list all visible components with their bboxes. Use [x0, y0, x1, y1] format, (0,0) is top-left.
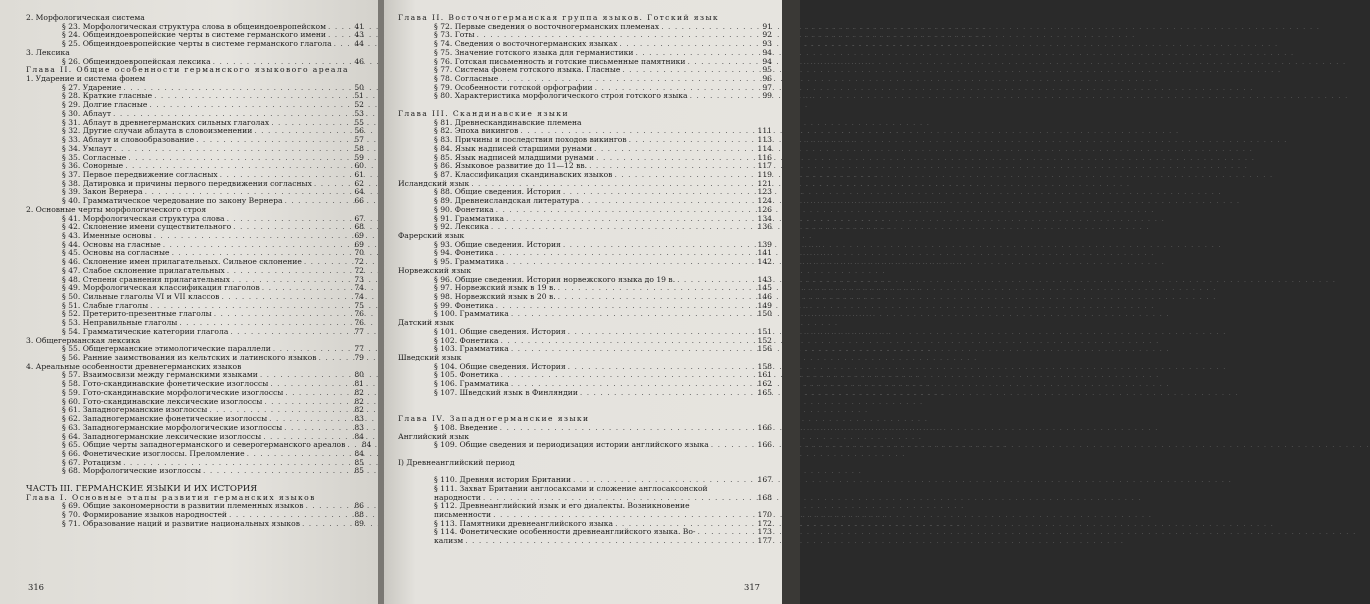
toc-entry-title: § 98. Норвежский язык в 20 в.: [434, 292, 556, 301]
toc-entry-page: 146: [757, 292, 772, 301]
toc-entry-title: § 32. Другие случаи аблаута в словоизменении: [62, 126, 253, 136]
toc-entry-title: Глава II. Общие особенности германского языкового ареала: [26, 65, 349, 75]
toc-entry-page: 77: [354, 326, 364, 336]
toc-leader-dots: [491, 223, 752, 232]
page-number-left: 316: [28, 582, 44, 592]
toc-entry-title: § 92. Лексика: [434, 222, 489, 232]
toc-entry-title: § 79. Особенности готской орфографии: [434, 82, 593, 92]
toc-entry-page: 143: [757, 274, 772, 284]
toc-entry-page: 92: [762, 30, 772, 40]
toc-entry-title: § 61. Западногерманские изоглоссы: [62, 405, 208, 415]
toc-entry-page: 57: [354, 135, 364, 145]
toc-entry-title: § 94. Фонетика: [434, 248, 494, 258]
toc-entry-page: 94: [762, 56, 772, 66]
toc-leader-dots: [517, 459, 752, 468]
toc-entry-title: § 82. Эпоха викингов: [434, 126, 519, 136]
toc-entry[interactable]: [398, 537, 772, 546]
toc-entry[interactable]: [398, 310, 772, 319]
toc-entry-title: § 73. Готы: [434, 30, 475, 40]
toc-entry-page: 149: [757, 300, 772, 310]
toc-entry-page: 80: [354, 370, 364, 380]
toc-entry-page: 85: [354, 466, 364, 476]
toc-entry-page: 82: [354, 405, 364, 415]
toc-entry-title: § 63. Западногерманские морфологические изоглоссы: [62, 422, 283, 432]
toc-entry-page: 94: [762, 47, 772, 57]
toc-entry-page: 158: [757, 361, 772, 371]
toc-entry-page: [754, 459, 772, 468]
toc-entry-title: § 72. Первые сведения о восточногерманских племенах: [434, 21, 660, 31]
toc-entry-title: 1. Ударение и система фонем: [26, 74, 146, 84]
toc-entry-title: кализм: [434, 536, 464, 546]
toc-entry-page: 99: [762, 91, 772, 101]
toc-entry[interactable]: [26, 520, 364, 529]
toc-entry-title: § 45. Основы на согласные: [62, 248, 170, 258]
toc-entry-page: 139: [757, 239, 772, 249]
toc-entry-title: народности: [434, 492, 481, 502]
toc-entry-title: § 78. Согласные: [434, 74, 499, 84]
toc-entry-page: 43: [354, 30, 364, 40]
toc-leader-dots: [230, 328, 344, 337]
toc-entry-title: § 70. Формирование языков народностей: [62, 509, 227, 519]
toc-entry-page: 151: [757, 326, 772, 336]
toc-entry-page: 60: [354, 161, 364, 171]
toc-entry-title: § 38. Датировка и причины первого передвижения согласных: [62, 178, 312, 188]
toc-entry-page: 134: [757, 213, 772, 223]
toc-entry-page: 156: [757, 344, 772, 354]
toc-entry-title: § 91. Грамматика: [434, 213, 504, 223]
toc-entry-page: 119: [757, 169, 772, 179]
toc-leader-dots: [511, 310, 752, 319]
toc-entry-page: 66: [354, 196, 364, 206]
toc-entry-page: 59: [354, 152, 364, 162]
toc-entry-title: § 25. Общеиндоевропейские черты в системе германского глагола: [62, 39, 332, 49]
toc-entry-title: § 23. Морфологическая структура слова в общеиндоевропейском: [62, 21, 327, 31]
toc-entry-title: § 29. Долгие гласные: [62, 100, 148, 110]
toc-entry-page: 82: [354, 387, 364, 397]
toc-entry-page: 141: [757, 248, 772, 258]
toc-entry-page: 83: [354, 422, 364, 432]
toc-entry-title: § 69. Общие закономерности в развитии племенных языков: [62, 501, 304, 511]
toc-entry-title: § 90. Фонетика: [434, 204, 494, 214]
toc-entry-title: § 100. Грамматика: [434, 309, 509, 319]
toc-entry-title: § 39. Закон Вернера: [62, 187, 143, 197]
toc-entry-title: § 56. Ранние заимствования из кельтских и латинского языков: [62, 353, 317, 363]
toc-entry-page: 166: [757, 422, 772, 432]
toc-entry-title: § 44. Основы на гласные: [62, 239, 161, 249]
toc-entry-title: § 65. Общие черты западногерманского и северогерманского ареалов: [62, 440, 346, 450]
toc-entry-title: § 34. Умлаут: [62, 143, 113, 153]
toc-entry-page: 123: [757, 187, 772, 197]
toc-entry-title: § 48. Степени сравнения прилагательных: [62, 274, 230, 284]
toc-entry-page: 64: [354, 187, 364, 197]
toc-entry-page: 73: [354, 274, 364, 284]
toc-entry-page: 51: [354, 91, 364, 101]
toc-entry-title: § 59. Гото-скандинавские морфологические изоглоссы: [62, 387, 284, 397]
toc-entry-page: 62: [354, 178, 364, 188]
toc-entry-page: 166: [757, 440, 772, 450]
toc-entry-page: 53: [354, 108, 364, 118]
toc-entry[interactable]: [398, 441, 772, 450]
toc-entry-page: 77: [354, 344, 364, 354]
toc-entry-title: Глава IV. Западногерманские языки: [398, 414, 590, 424]
toc-entry-title: § 75. Значение готского языка для германистики: [434, 47, 634, 57]
toc-entry-title: § 68. Морфологические изоглоссы: [62, 466, 202, 476]
toc-entry-title: § 43. Именные основы: [62, 230, 152, 240]
toc-entry-title: § 99. Фонетика: [434, 300, 494, 310]
toc-entry-title: письменности: [434, 509, 492, 519]
toc-entry-title: § 60. Гото-скандинавские лексические изоглоссы: [62, 396, 263, 406]
toc-entry-title: § 33. Аблаут и словообразование: [62, 135, 195, 145]
toc-entry-title: § 84. Язык надписей старшими рунами: [434, 143, 593, 153]
toc-entry[interactable]: [398, 92, 772, 101]
toc-entry-page: 50: [354, 82, 364, 92]
toc-leader-dots: [319, 354, 344, 363]
toc-entry-page: 41: [354, 21, 364, 31]
toc-entry-title: § 47. Слабое склонение прилагательных: [62, 265, 225, 275]
toc-entry-page: 46: [354, 56, 364, 66]
toc-entry-title: § 109. Общие сведения и периодизация истории английского языка: [434, 440, 709, 450]
toc-entry-title: 2. Морфологическая система: [26, 13, 145, 22]
toc-leader-dots: [203, 467, 344, 476]
toc-entry-page: 72: [354, 265, 364, 275]
toc-entry-title: § 42. Склонение имени существительного: [62, 222, 232, 232]
toc-entry-title: § 85. Язык надписей младшими рунами: [434, 152, 595, 162]
toc-leader-dots: [334, 40, 344, 49]
toc-entry-page: 68: [354, 222, 364, 232]
toc-leader-dots: [285, 197, 344, 206]
toc-entry-title: § 86. Языковое развитие до 11—12 вв.: [434, 161, 588, 171]
toc-entry-page: 76: [354, 309, 364, 319]
toc-entry-title: § 88. Общие сведения. История: [434, 187, 561, 197]
toc-entry-page: 165: [757, 387, 772, 397]
toc-entry-title: § 87. Классификация скандинавских языков: [434, 169, 613, 179]
toc-entry-page: 84: [354, 431, 364, 441]
toc-leader-dots: [511, 345, 752, 354]
toc-entry-title: Глава III. Скандинавские языки: [398, 108, 569, 118]
toc-entry-title: § 31. Аблаут в древнегерманских сильных глаголах: [62, 117, 270, 127]
toc-entry-page: 161: [757, 370, 772, 380]
toc-entry-title: § 83. Причины и последствия походов викингов: [434, 135, 627, 145]
toc-entry-page: 75: [354, 300, 364, 310]
toc-entry-page: [754, 110, 772, 119]
right-page: [384, 0, 782, 604]
toc-entry-page: [346, 485, 364, 494]
toc-entry-title: ЧАСТЬ III. ГЕРМАНСКИЕ ЯЗЫКИ И ИХ ИСТОРИЯ: [26, 483, 258, 494]
left-page: [0, 0, 378, 604]
toc-entry-title: § 105. Фонетика: [434, 370, 499, 380]
toc-entry-title: § 103. Грамматика: [434, 344, 509, 354]
toc-entry-title: § 110. Древняя история Британии: [434, 475, 572, 485]
toc-entry-page: 167: [757, 475, 772, 485]
toc-leader-dots: [506, 258, 752, 267]
toc-entry-title: Английский язык: [398, 431, 469, 441]
toc-entry-page: 177: [757, 536, 772, 546]
toc-entry-title: § 108. Введение: [434, 422, 498, 432]
toc-entry-title: § 101. Общие сведения. История: [434, 326, 566, 336]
toc-entry-page: 82: [354, 396, 364, 406]
toc-entry-title: 3. Общегерманская лексика: [26, 335, 141, 345]
toc-entry-page: 95: [762, 65, 772, 75]
toc-entry-title: § 112. Древнеанглийский язык и его диалекты. Возникновение: [434, 501, 690, 511]
toc-entry-title: § 107. Шведский язык в Финляндии: [434, 387, 578, 397]
toc-entry-title: § 57. Взаимосвязи между германскими языками: [62, 370, 258, 380]
toc-entry-title: Шведский язык: [398, 353, 462, 363]
toc-entry-page: 79: [354, 353, 364, 363]
toc-entry-title: § 74. Сведения о восточногерманских языках: [434, 39, 618, 49]
toc-entry-title: § 41. Морфологическая структура слова: [62, 213, 225, 223]
toc-entry-title: § 46. Склонение имен прилагательных. Сильное склонение: [62, 257, 302, 267]
toc-entry-title: Исландский язык: [398, 178, 470, 188]
toc-entry-title: § 26. Общеиндоевропейская лексика: [62, 56, 211, 66]
toc-entry-page: 55: [354, 117, 364, 127]
toc-entry-title: § 51. Слабые глаголы: [62, 300, 149, 310]
toc-right: [398, 14, 772, 546]
toc-entry-title: § 96. Общие сведения. История норвежского языка до 19 в.: [434, 274, 676, 284]
toc-entry-title: § 97. Норвежский язык в 19 в.: [434, 283, 556, 293]
toc-entry-title: § 80. Характеристика морфологического строя готского языка: [434, 91, 688, 101]
toc-entry-title: § 24. Общеиндоевропейские черты в системе германского имени: [62, 30, 326, 40]
toc-entry-page: 126: [757, 204, 772, 214]
toc-entry-title: § 27. Ударение: [62, 82, 122, 92]
toc-entry-title: § 67. Ротацизм: [62, 457, 122, 467]
toc-entry-page: 69: [354, 230, 364, 240]
toc-entry-page: 56: [354, 126, 364, 136]
toc-entry-page: 142: [757, 257, 772, 267]
toc-entry-page: 150: [757, 309, 772, 319]
toc-entry-title: § 89. Древнеисландская литература: [434, 196, 580, 206]
toc-entry-title: § 114. Фонетические особенности древнеанглийского языка. Во-: [434, 527, 696, 537]
toc-entry-page: 96: [762, 74, 772, 84]
toc-entry-title: § 53. Неправильные глаголы: [62, 318, 178, 328]
toc-entry-page: 145: [757, 283, 772, 293]
toc-entry-page: 89: [354, 518, 364, 528]
toc-entry-title: § 76. Готская письменность и готские письменные памятники: [434, 56, 686, 66]
toc-entry-page: 58: [354, 143, 364, 153]
toc-entry-title: § 37. Первое передвижение согласных: [62, 169, 218, 179]
toc-entry-page: 111: [757, 126, 772, 136]
toc-entry-title: § 30. Аблаут: [62, 108, 112, 118]
toc-leader-dots: [465, 537, 752, 546]
toc-entry-title: 3. Лексика: [26, 47, 70, 57]
page-number-right: 317: [744, 582, 760, 592]
toc-entry-title: § 95. Грамматика: [434, 257, 504, 267]
toc-entry-page: 152: [757, 335, 772, 345]
toc-entry-title: § 50. Сильные глаголы VI и VII классов: [62, 292, 220, 301]
book-edge: [782, 0, 800, 604]
toc-entry-page: 81: [354, 379, 364, 389]
toc-leader-dots: [500, 424, 752, 433]
toc-entry-page: 124: [757, 196, 772, 206]
toc-entry-page: 67: [354, 213, 364, 223]
toc-entry-page: 136: [757, 222, 772, 232]
toc-entry-page: 173: [757, 527, 772, 537]
toc-entry-title: Норвежский язык: [398, 265, 472, 275]
toc-entry-page: 83: [354, 414, 364, 424]
toc-entry-page: 69: [354, 239, 364, 249]
toc-entry-title: Датский язык: [398, 318, 455, 328]
toc-entry-page: 97: [762, 82, 772, 92]
toc-entry-title: Фарерский язык: [398, 230, 465, 240]
toc-leader-dots: [580, 389, 752, 398]
toc-entry-page: 121: [757, 178, 772, 188]
toc-entry-title: Глава II. Восточногерманская группа языков. Готский язык: [398, 13, 720, 22]
toc-entry-title: § 102. Фонетика: [434, 335, 499, 345]
toc-entry[interactable]: [398, 459, 772, 468]
toc-entry-title: § 71. Образование наций и развитие национальных языков: [62, 518, 300, 528]
toc-entry-title: § 104. Общие сведения. История: [434, 361, 566, 371]
toc-entry-page: 168: [757, 492, 772, 502]
toc-entry-page: 162: [757, 379, 772, 389]
toc-entry-page: 170: [757, 509, 772, 519]
toc-entry-page: 74: [354, 292, 364, 301]
toc-entry-title: § 54. Грамматические категории глагола: [62, 326, 229, 336]
toc-entry-page: [357, 66, 375, 75]
toc-entry-title: § 58. Гото-скандинавские фонетические изоглоссы: [62, 379, 269, 389]
toc-entry-page: 72: [354, 257, 364, 267]
toc-entry[interactable]: [26, 467, 364, 476]
toc-leader-dots: [711, 441, 752, 450]
toc-entry-title: I) Древнеанглийский период: [398, 457, 515, 467]
toc-entry-page: 76: [354, 318, 364, 328]
toc-leader-dots: [351, 66, 355, 75]
toc-entry-title: § 55. Общегерманские этимологические параллели: [62, 344, 271, 354]
toc-entry-title: § 77. Система фонем готского языка. Гласные: [434, 65, 621, 75]
toc-entry-page: 88: [354, 509, 364, 519]
toc-entry-page: 172: [757, 518, 772, 528]
toc-entry-title: § 113. Памятники древнеанглийского языка: [434, 518, 614, 528]
toc-entry-title: § 81. Древнескандинавские племена: [434, 117, 582, 127]
toc-entry-title: Глава I. Основные этапы развития германских языков: [26, 492, 316, 502]
toc-entry[interactable]: [398, 389, 772, 398]
toc-entry-title: § 64. Западногерманские лексические изоглоссы: [62, 431, 262, 441]
toc-entry-page: 91: [762, 21, 772, 31]
toc-entry-page: 85: [354, 457, 364, 467]
toc-spacer: [398, 398, 772, 407]
toc-leader-dots: [690, 92, 752, 101]
toc-entry-page: 93: [762, 39, 772, 49]
toc-entry-title: § 62. Западногерманские фонетические изоглоссы: [62, 414, 268, 424]
toc-leader-dots: [302, 520, 344, 529]
toc-entry-title: 4. Ареальные особенности древнегерманских языков: [26, 361, 242, 371]
toc-left: [26, 13, 372, 528]
toc-entry-title: § 36. Сонорные: [62, 161, 124, 171]
toc-entry-title: § 49. Морфологическая классификация глаголов: [62, 283, 260, 293]
toc-entry-title: § 35. Согласные: [62, 152, 127, 162]
toc-entry-title: § 52. Претерито-презентные глаголы: [62, 309, 212, 319]
toc-entry-page: 114: [757, 143, 772, 153]
toc-entry-page: 117: [757, 161, 772, 171]
toc-entry-title: § 106. Грамматика: [434, 379, 509, 389]
toc-entry-page: 44: [354, 39, 364, 49]
toc-entry-page: 70: [354, 248, 364, 258]
toc-entry-page: 113: [757, 135, 772, 145]
toc-entry-title: § 40. Грамматическое чередование по закону Вернера: [62, 196, 283, 206]
toc-entry-title: § 111. Захват Британии англосаксами и сложение англосаксонской: [434, 483, 708, 493]
toc-entry-page: 52: [354, 100, 364, 110]
toc-entry-page: 74: [354, 283, 364, 293]
toc-entry-title: § 66. Фонетические изоглоссы. Преломление: [62, 448, 245, 458]
toc-entry-title: 2. Основные черты морфологического строя: [26, 204, 207, 214]
toc-entry-page: 116: [757, 152, 772, 162]
toc-entry-page: 86: [354, 501, 364, 511]
toc-leader-dots: [571, 110, 752, 119]
toc-entry-page: 84: [361, 440, 372, 450]
toc-entry[interactable]: [26, 40, 364, 49]
toc-entry-title: § 28. Краткие гласные: [62, 91, 153, 101]
toc-entry-title: § 93. Общие сведения. История: [434, 239, 561, 249]
toc-entry-page: 84: [354, 448, 364, 458]
toc-entry-page: 61: [354, 169, 364, 179]
